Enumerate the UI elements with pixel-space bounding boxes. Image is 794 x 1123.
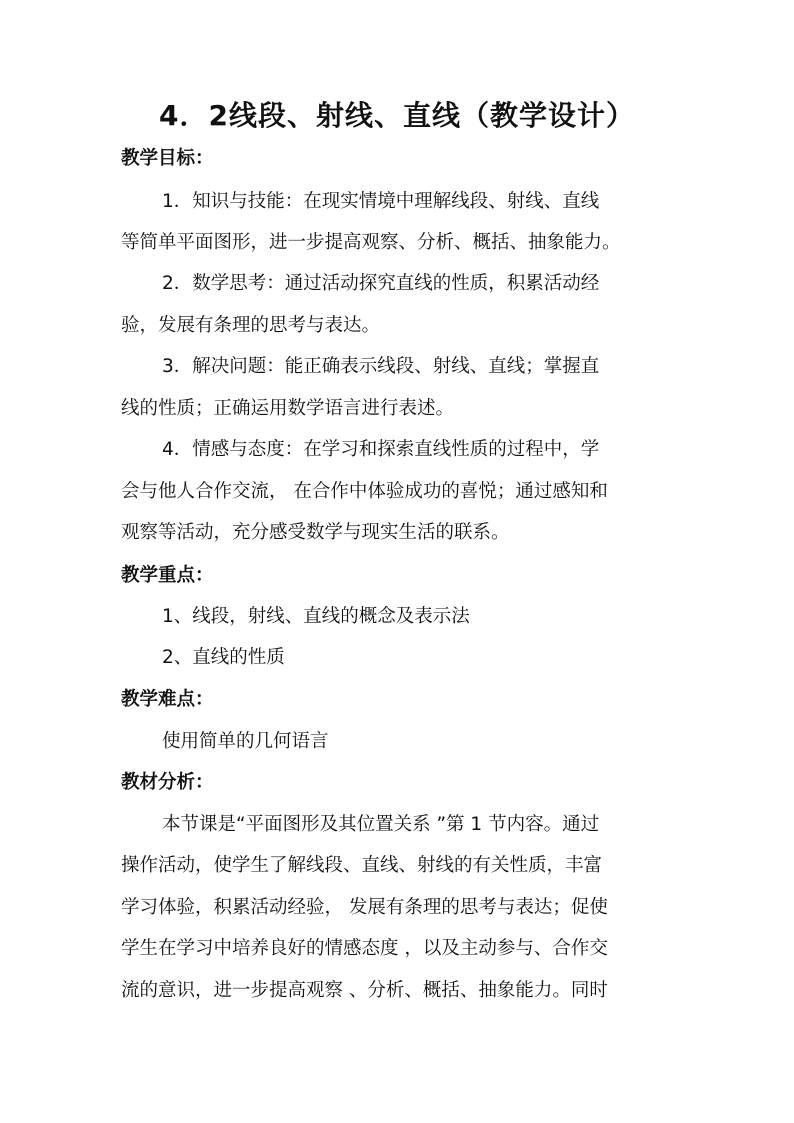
objectives-line: 会与他人合作交流， 在合作中体验成功的喜悦；通过感知和 [121,481,608,502]
key-points-heading: 教学重点： [121,565,214,586]
key-points-line: 1、线段，射线、直线的概念及表示法 [162,606,470,627]
analysis-line: 操作活动，使学生了解线段、直线、射线的有关性质，丰富 [121,855,603,876]
objectives-line: 线的性质；正确运用数学语言进行表述。 [121,398,455,419]
objectives-line: 3．解决问题：能正确表示线段、射线、直线；掌握直 [162,356,600,377]
objectives-heading: 教学目标： [121,148,214,169]
objectives-line: 1．知识与技能：在现实情境中理解线段、射线、直线 [162,191,600,212]
objectives-line: 2．数学思考：通过活动探究直线的性质，积累活动经 [162,273,600,294]
objectives-line: 验，发展有条理的思考与表达。 [121,315,381,336]
analysis-line: 流的意识，进一步提高观察 、分析、概括、抽象能力。同时 [121,980,608,1001]
analysis-line: 本节课是“平面图形及其位置关系 ”第 1 节内容。通过 [162,814,600,835]
objectives-line: 4．情感与态度：在学习和探索直线性质的过程中，学 [162,439,600,460]
key-points-line: 2、直线的性质 [162,647,285,668]
analysis-line: 学生在学习中培养良好的情感态度 ，以及主动参与、合作交 [121,938,608,959]
analysis-heading: 教材分析： [121,772,214,793]
page-title: 4．2线段、射线、直线（教学设计） [159,99,635,132]
objectives-line: 等简单平面图形，进一步提高观察、分析、概括、抽象能力。 [121,232,621,253]
analysis-line: 学习体验，积累活动经验， 发展有条理的思考与表达；促使 [121,897,608,918]
difficulties-line: 使用简单的几何语言 [162,731,329,752]
difficulties-heading: 教学难点： [121,689,214,710]
objectives-line: 观察等活动，充分感受数学与现实生活的联系。 [121,522,510,543]
